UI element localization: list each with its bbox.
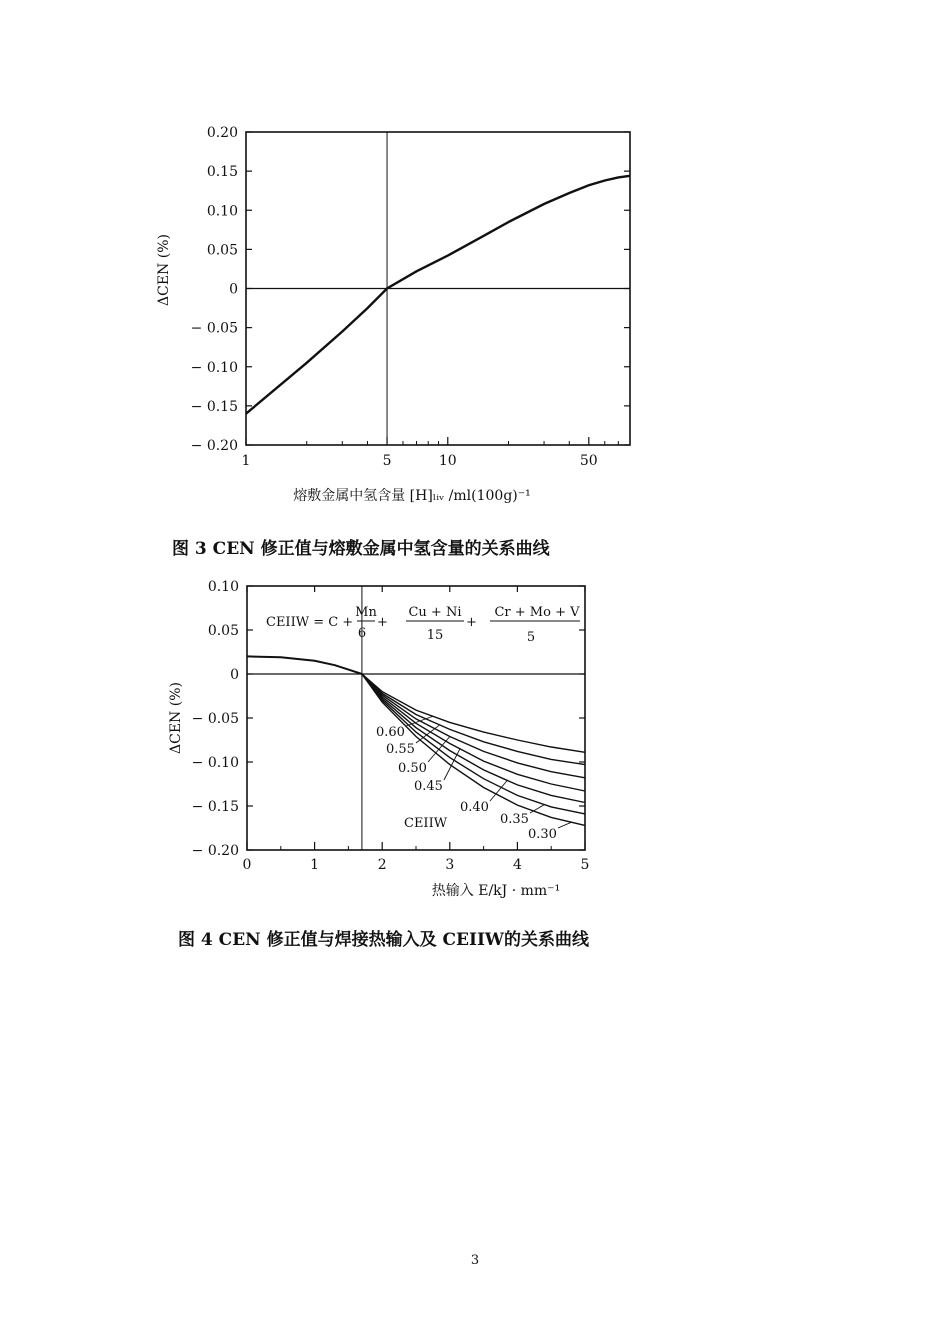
fig4-x-tick-label: 1 — [310, 857, 320, 873]
page-number: 3 — [470, 1253, 480, 1268]
fig4-x-tick-label: 2 — [377, 857, 387, 873]
fig4-common-curve — [247, 656, 362, 674]
fig4-series-label: 0.50 — [398, 761, 427, 776]
fig3-y-tick-label: 0.15 — [206, 164, 238, 181]
fig3-x-tick-label: 10 — [438, 453, 457, 469]
formula-term1-denominator: 6 — [357, 626, 367, 641]
fig3-x-tick-label: 50 — [579, 453, 598, 469]
fig4-y-tick-label: − 0.05 — [191, 711, 239, 727]
fig4-series-label: 0.60 — [376, 725, 405, 740]
fig4-y-tick-label: 0 — [230, 667, 239, 683]
figure-4-heat-input-chart — [168, 579, 590, 950]
fig4-series-label: 0.45 — [414, 779, 443, 794]
formula-term2-numerator: Cu + Ni — [408, 605, 462, 620]
fig3-y-tick-label: 0.20 — [206, 125, 238, 141]
fig4-y-axis-label: ΔCEN (%) — [168, 682, 184, 754]
fig4-y-tick-label: 0.10 — [207, 579, 239, 595]
fig4-x-tick-label: 5 — [580, 857, 590, 873]
formula-plus-1: + — [377, 615, 388, 630]
fig3-y-tick-label: 0.05 — [206, 242, 238, 259]
fig3-y-tick-label: 0 — [229, 281, 238, 298]
fig3-x-ticks — [242, 437, 630, 469]
fig4-y-tick-label: − 0.20 — [191, 843, 239, 859]
fig4-formula — [266, 605, 580, 645]
fig4-caption: 图 4 CEN 修正值与焊接热输入及 CEIIW的关系曲线 — [178, 930, 590, 950]
fig3-series-line — [246, 176, 630, 414]
fig4-y-tick-label: 0.05 — [207, 623, 239, 639]
fig3-y-axis-label: ΔCEN (%) — [156, 234, 172, 306]
formula-term2-denominator: 15 — [426, 628, 444, 643]
formula-term3-numerator: Cr + Mo + V — [494, 605, 580, 620]
fig4-series-leader — [444, 749, 460, 780]
fig3-x-axis-label: 熔敷金属中氢含量 [H]ₗᵢᵥ /ml(100g)⁻¹ — [293, 488, 531, 504]
fig4-x-tick-label: 0 — [242, 857, 252, 873]
fig3-y-tick-label: 0.10 — [206, 203, 238, 220]
fig4-x-tick-label: 3 — [445, 857, 455, 873]
fig4-x-axis-label: 热输入 E/kJ · mm⁻¹ — [431, 883, 561, 899]
formula-lhs: CEIIW = C + — [266, 615, 354, 630]
fig4-y-tick-label: − 0.15 — [191, 799, 239, 815]
fig3-x-tick-label: 5 — [382, 453, 392, 469]
fig4-series-label: 0.35 — [500, 812, 529, 827]
fig4-series-label: 0.55 — [386, 742, 415, 757]
formula-plus-2: + — [466, 615, 477, 630]
fig3-y-tick-label: − 0.15 — [190, 398, 238, 415]
fig3-y-tick-label: − 0.20 — [190, 438, 238, 454]
figure-3-hydrogen-chart — [156, 125, 630, 559]
fig3-x-tick-label: 1 — [241, 453, 251, 469]
fig3-caption: 图 3 CEN 修正值与熔敷金属中氢含量的关系曲线 — [172, 539, 550, 559]
formula-term3-denominator: 5 — [526, 630, 536, 645]
fig4-y-tick-label: − 0.10 — [191, 755, 239, 771]
fig4-series-label: 0.30 — [528, 827, 557, 842]
fig3-y-tick-label: − 0.10 — [190, 359, 238, 376]
fig4-series-leader — [558, 822, 571, 828]
fig4-series-title: CEIIW — [404, 816, 448, 831]
fig4-series-leader — [406, 716, 433, 726]
fig3-y-tick-label: − 0.05 — [190, 320, 238, 337]
fig4-series-label: 0.40 — [460, 800, 489, 815]
formula-term1-numerator: Mn — [355, 605, 377, 620]
fig4-x-tick-label: 4 — [512, 857, 522, 873]
